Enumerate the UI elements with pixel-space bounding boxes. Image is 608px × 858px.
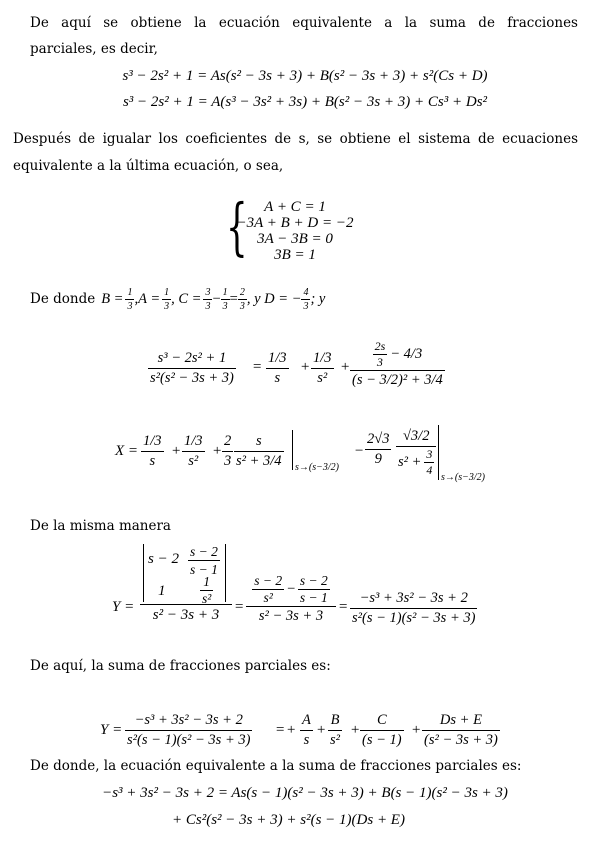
equation-2: s³ − 2s² + 1 = A(s³ − 3s² + 3s) + B(s² − 3s + 3) + Cs³ + Ds² bbox=[122, 94, 488, 110]
y2-lhs: Y = bbox=[100, 722, 123, 738]
y-middle-num-2: $\frac{s - 2}{s - 1}$ bbox=[299, 573, 328, 605]
x-substitution-2: s→(s−3/2) bbox=[441, 472, 485, 483]
paragraph-4: De aquí, la suma de fracciones parciales es: bbox=[30, 658, 331, 674]
determinant-c: 1 bbox=[158, 583, 166, 599]
main-fraction-1: $\frac{1/3}{s}$ bbox=[268, 350, 287, 386]
y-lhs: Y = bbox=[112, 599, 135, 615]
final-equation-2: + Cs²(s² − 3s + 3) + s²(s − 1)(Ds + E) bbox=[172, 812, 405, 828]
system-equation-4: 3B = 1 bbox=[274, 247, 316, 263]
y-middle-num-1: $\frac{s - 2}{\text{s²}}$ bbox=[254, 573, 283, 605]
a-label: ,A = bbox=[134, 290, 161, 307]
x-fraction-5: $\frac{2√3}{9}$ bbox=[367, 431, 390, 467]
y2-plus-3: + bbox=[411, 722, 422, 738]
y-middle-minus: − bbox=[286, 581, 296, 597]
y2-c-fraction: $\frac{C}{(s - 1)}$ bbox=[362, 712, 402, 748]
a-value-fraction: $\frac{1}{3}$ bbox=[164, 286, 170, 312]
values-line bbox=[30, 284, 325, 314]
x-evaluation-bar-2 bbox=[438, 425, 439, 480]
x-fraction-6-den-a: s² + bbox=[398, 454, 422, 470]
x-fraction-4: $\frac{s}{\text{s² + 3/4}}$ bbox=[236, 433, 282, 469]
y-den-2: s² − 3s + 3 bbox=[258, 608, 324, 624]
final-equation-1: −s³ + 3s² − 3s + 2 = As(s − 1)(s² − 3s + 3) + B(s − 1)(s² − 3s + 3) bbox=[102, 785, 508, 801]
values-tail: ; y bbox=[310, 290, 326, 307]
x-fraction-2: $\frac{1/3}{\text{s²}}$ bbox=[184, 433, 203, 469]
x-plus-1: + bbox=[171, 443, 182, 459]
main-equals: = bbox=[252, 359, 263, 375]
c-minus: − bbox=[212, 290, 221, 307]
y2-plus-1: + bbox=[316, 722, 327, 738]
main-inner-tail: − 4/3 bbox=[390, 346, 423, 362]
system-equation-3: 3A − 3B = 0 bbox=[257, 231, 333, 247]
y-result-fraction: $\frac{\text{−s³ + 3s² − 3s + 2}}{\text{s²(s − 1)(s² − 3s + 3)}}$ bbox=[352, 590, 476, 626]
determinant-a: s − 2 bbox=[148, 551, 179, 567]
system-equation-2: −3A + B + D = −2 bbox=[236, 215, 354, 231]
c-fraction-3: $\frac{2}{3}$ bbox=[239, 286, 245, 312]
main-fraction-2: $\frac{1/3}{\text{s²}}$ bbox=[313, 350, 332, 386]
y-determinant bbox=[140, 542, 232, 605]
x-fraction-6-den-b: $\frac{3}{4}$ bbox=[426, 447, 433, 477]
y-determinant-fraction bbox=[140, 542, 232, 624]
b-label: B = bbox=[101, 290, 124, 307]
d-value-fraction: $\frac{4}{3}$ bbox=[303, 286, 309, 312]
left-brace: { bbox=[226, 190, 248, 263]
x-fraction-6-num: √3/2 bbox=[396, 428, 436, 447]
y2-fraction: $\frac{\text{−s³ + 3s² − 3s + 2}}{\text{s²(s − 1)(s² − 3s + 3)}}$ bbox=[127, 712, 251, 748]
system-equation-1: A + C = 1 bbox=[264, 199, 326, 215]
y2-plus-2: + bbox=[350, 722, 361, 738]
x-substitution-1: s→(s−3/2) bbox=[295, 462, 339, 473]
c-fraction-2: $\frac{1}{3}$ bbox=[222, 286, 228, 312]
y2-b-fraction: $\frac{B}{\text{s²}}$ bbox=[330, 712, 340, 748]
determinant-left-bar bbox=[143, 544, 144, 602]
y2-d-fraction: $\frac{Ds + E}{\text{(s² − 3s + 3)}}$ bbox=[424, 712, 498, 748]
y2-plus-0: + bbox=[286, 722, 297, 738]
x-lhs: X = bbox=[115, 443, 139, 459]
main-fraction-3-den: (s − 3/2)² + 3/4 bbox=[352, 372, 443, 388]
paragraph-3: De la misma manera bbox=[30, 518, 171, 534]
paragraph-1-line-2: parciales, es decir, bbox=[30, 41, 158, 57]
equation-1: s³ − 2s² + 1 = As(s² − 3s + 3) + B(s² − 3s + 3) + s²(Cs + D) bbox=[122, 68, 488, 84]
x-minus: − bbox=[354, 443, 365, 459]
x-fraction-1: $\frac{1/3}{s}$ bbox=[143, 433, 162, 469]
y-middle-fraction bbox=[246, 574, 336, 625]
main-fraction-3 bbox=[350, 340, 445, 389]
y-equals-2: = bbox=[338, 599, 349, 615]
x-fraction-3: $\frac{2}{3}$ bbox=[224, 433, 232, 469]
determinant-right-bar bbox=[225, 544, 226, 602]
y-equals-1: = bbox=[234, 599, 245, 615]
values-lead: De donde bbox=[30, 290, 96, 307]
main-lhs-fraction: $\frac{\text{s³ − 2s² + 1}}{\text{s²(s² − 3s + 3)}}$ bbox=[150, 350, 234, 386]
b-value-fraction: $\frac{1}{3}$ bbox=[127, 286, 133, 312]
determinant-d: $\frac{1}{\text{s²}}$ bbox=[202, 574, 212, 606]
x-fraction-6 bbox=[396, 428, 436, 477]
y2-a-fraction: $\frac{A}{s}$ bbox=[302, 712, 311, 748]
paragraph-1-line-1: De aquí se obtiene la ecuación equivalente a la suma de fracciones bbox=[30, 15, 578, 31]
main-inner-fraction: $\frac{2s}{3}$ bbox=[374, 339, 386, 369]
y-den-1: s² − 3s + 3 bbox=[152, 607, 220, 623]
d-label: , y D = − bbox=[246, 290, 302, 307]
determinant-b: $\frac{s - 2}{s - 1}$ bbox=[190, 544, 218, 577]
x-evaluation-bar-1 bbox=[292, 430, 293, 470]
main-plus-2: + bbox=[340, 359, 351, 375]
paragraph-2-line-2: equivalente a la última ecuación, o sea, bbox=[13, 158, 284, 174]
c-fraction-1: $\frac{3}{3}$ bbox=[205, 286, 211, 312]
paragraph-5: De donde, la ecuación equivalente a la suma de fracciones parciales es: bbox=[30, 758, 522, 774]
c-label: , C = bbox=[171, 290, 202, 307]
y2-equals: = bbox=[275, 722, 286, 738]
x-plus-2: + bbox=[212, 443, 223, 459]
paragraph-2-line-1: Después de igualar los coeficientes de s, se obtiene el sistema de ecuaciones bbox=[13, 131, 578, 147]
c-equals: = bbox=[229, 290, 238, 307]
main-plus-1: + bbox=[300, 359, 311, 375]
